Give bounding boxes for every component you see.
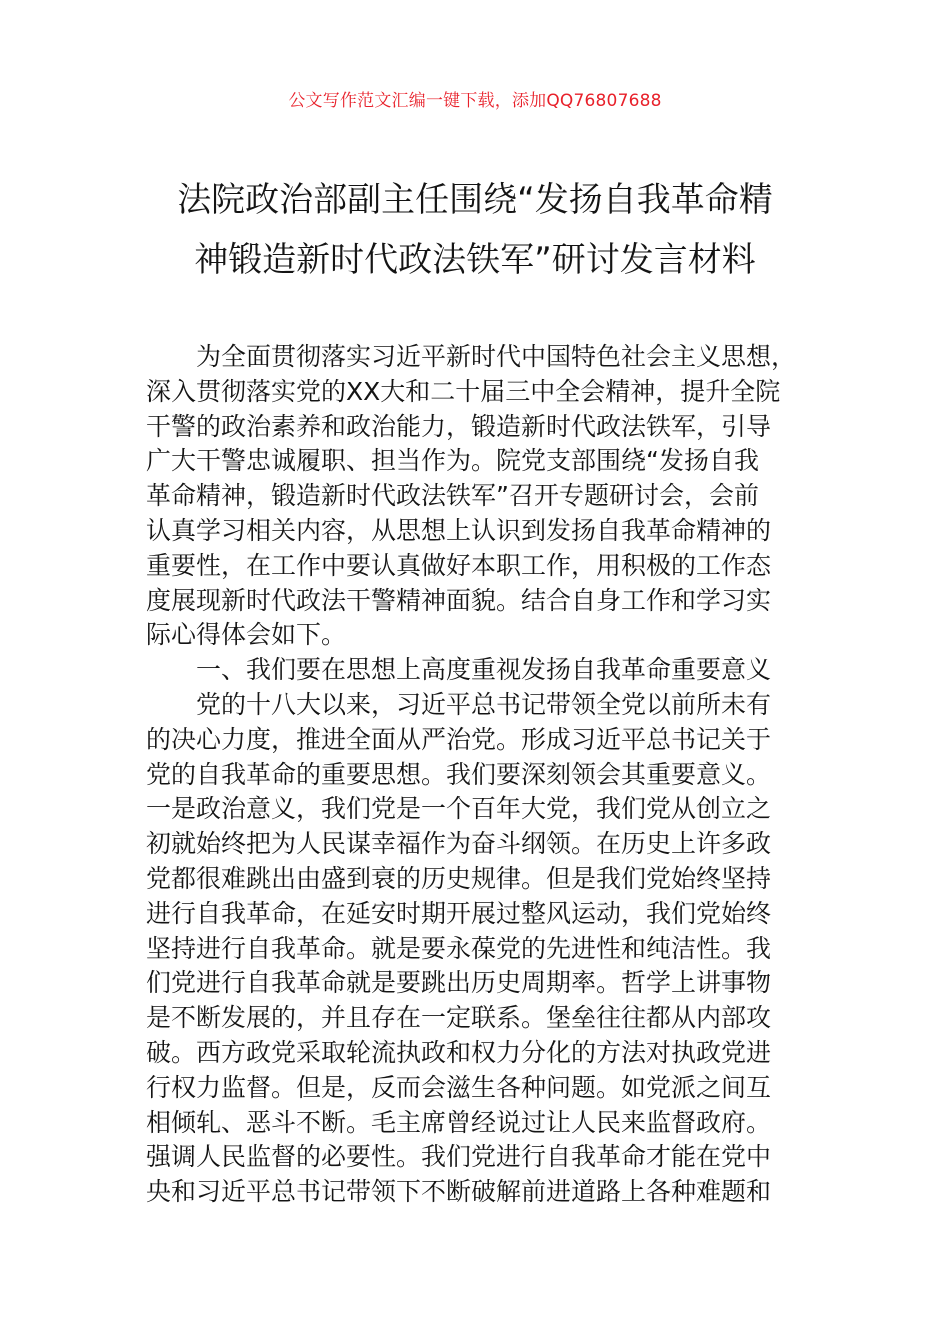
paragraph-line: 央和习近平总书记带领下不断破解前进道路上各种难题和 xyxy=(146,1177,772,1207)
paragraph-line: 初就始终把为人民谋幸福作为奋斗纲领。在历史上许多政 xyxy=(146,829,772,859)
paragraph-line: 行权力监督。但是，反而会滋生各种问题。如党派之间互 xyxy=(146,1072,772,1102)
paragraph-line: 进行自我革命，在延安时期开展过整风运动，我们党始终 xyxy=(146,898,772,928)
paragraph-line: 度展现新时代政法干警精神面貌。结合自身工作和学习实 xyxy=(146,585,772,615)
paragraph-line: 革命精神，锻造新时代政法铁军”召开专题研讨会，会前 xyxy=(146,481,759,511)
paragraph-line: 际心得体会如下。 xyxy=(146,620,347,650)
title-line: 法院政治部副主任围绕“发扬自我革命精 xyxy=(177,180,773,220)
paragraph-line: 党都很难跳出由盛到衰的历史规律。但是我们党始终坚持 xyxy=(146,863,772,893)
paragraph-line: 为全面贯彻落实习近平新时代中国特色社会主义思想， xyxy=(196,342,797,371)
paragraph-line: 们党进行自我革命就是要跳出历史周期率。哲学上讲事物 xyxy=(146,968,772,998)
paragraph-line: 破。西方政党采取轮流执政和权力分化的方法对执政党进 xyxy=(146,1037,772,1067)
paragraph-line: 是不断发展的，并且存在一定联系。堡垒往往都从内部攻 xyxy=(146,1003,772,1033)
section-heading: 一、我们要在思想上高度重视发扬自我革命重要意义 xyxy=(196,655,772,685)
paragraph-line: 党的自我革命的重要思想。我们要深刻领会其重要意义。 xyxy=(146,759,772,789)
paragraph-line: 强调人民监督的必要性。我们党进行自我革命才能在党中 xyxy=(146,1142,772,1172)
paragraph-line: 认真学习相关内容，从思想上认识到发扬自我革命精神的 xyxy=(146,515,772,545)
paragraph-line: 的决心力度，推进全面从严治党。形成习近平总书记关于 xyxy=(146,724,772,754)
paragraph-line: 广大干警忠诚履职、担当作为。院党支部围绕“发扬自我 xyxy=(146,446,759,476)
title-line: 神锻造新时代政法铁军”研讨发言材料 xyxy=(194,240,756,280)
paragraph-line: 相倾轧、恶斗不断。毛主席曾经说过让人民来监督政府。 xyxy=(146,1107,772,1137)
paragraph-line: 坚持进行自我革命。就是要永葆党的先进性和纯洁性。我 xyxy=(146,933,772,963)
document-title xyxy=(130,170,820,290)
paragraph-line: 深入贯彻落实党的XX大和二十届三中全会精神，提升全院 xyxy=(146,376,781,406)
paragraph-line: 党的十八大以来，习近平总书记带领全党以前所未有 xyxy=(196,689,772,719)
download-promo-note: 公文写作范文汇编一键下载，添加QQ76807688 xyxy=(288,91,662,111)
paragraph-line: 一是政治意义，我们党是一个百年大党，我们党从创立之 xyxy=(146,794,772,824)
document-body xyxy=(146,340,806,1210)
paragraph-line: 重要性，在工作中要认真做好本职工作，用积极的工作态 xyxy=(146,550,772,580)
paragraph-line: 干警的政治素养和政治能力，锻造新时代政法铁军，引导 xyxy=(146,411,772,441)
